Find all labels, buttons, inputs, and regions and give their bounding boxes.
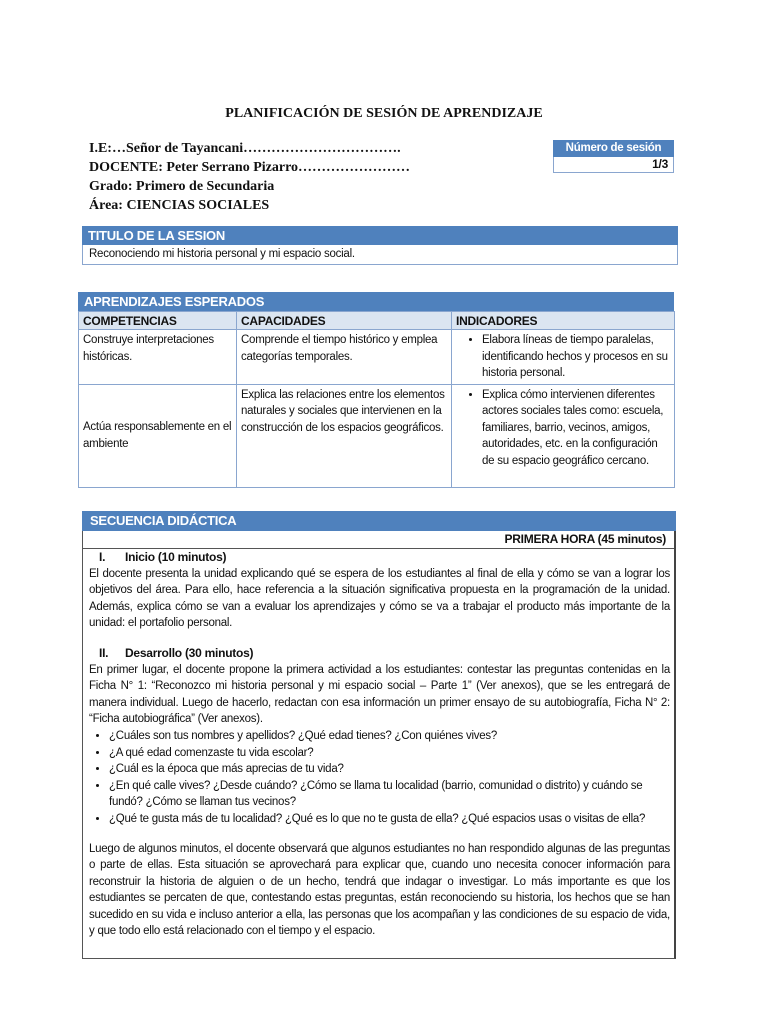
docente-line: DOCENTE: Peter Serrano Pizarro……………………	[89, 160, 411, 175]
expected-learning-section	[78, 292, 674, 488]
desarrollo-title: Desarrollo (30 minutos)	[125, 645, 254, 660]
document-title: PLANIFICACIÓN DE SESIÓN DE APRENDIZAJE	[225, 106, 543, 121]
list-item: • ¿Cuáles son tus nombres y apellidos? ¿Qué edad tienes? ¿Con quiénes vives?	[109, 728, 670, 745]
inicio-title: Inicio (10 minutos)	[125, 550, 227, 564]
list-item: • ¿A qué edad comenzaste tu vida escolar?	[109, 745, 670, 762]
session-title-heading: TITULO DE LA SESION	[82, 226, 678, 245]
session-number-value: 1/3	[553, 157, 674, 173]
grado-line: Grado: Primero de Secundaria	[89, 179, 275, 194]
list-item: • ¿En qué calle vives? ¿Desde cuándo? ¿Cómo se llama tu localidad (barrio, comunidad o distrito) y cuándo se fundó? ¿Cómo se llaman tus vecinos?	[109, 778, 670, 811]
inicio-text: El docente presenta la unidad explicando qué se espera de los estudiantes al final de ella y cómo se van a lograr los objetivos del área. Para ello, hace referencia a la situación significativa propuesta en la programación de la unidad. Además, explica cómo se van a evaluar los aprendizajes y cómo se va a trabajar el producto más importante de la unidad: el portafolio personal.	[89, 567, 670, 630]
didactic-sequence-body	[82, 531, 676, 959]
didactic-sequence-heading: SECUENCIA DIDÁCTICA	[82, 511, 676, 531]
list-item: • ¿Qué te gusta más de tu localidad? ¿Qué es lo que no te gusta de ella? ¿Qué espacios usas o visitas de ella?	[109, 811, 670, 828]
questions-list	[89, 728, 670, 828]
column-header: INDICADORES	[452, 312, 675, 330]
session-title-section	[82, 226, 678, 265]
indicador-item: • Elabora líneas de tiempo paralelas, identificando hechos y procesos en su historia personal.	[482, 332, 670, 382]
capacidad-cell: Comprende el tiempo histórico y emplea categorías temporales.	[237, 330, 452, 385]
ie-line: I.E:…Señor de Tayancani…………………………….	[89, 141, 401, 156]
inicio-heading	[89, 549, 670, 566]
expected-learning-table	[78, 311, 675, 488]
indicador-cell	[452, 330, 675, 385]
sequence-content	[83, 549, 674, 940]
column-header: COMPETENCIAS	[79, 312, 237, 330]
column-header: CAPACIDADES	[237, 312, 452, 330]
competencia-cell: Construye interpretaciones históricas.	[79, 330, 237, 385]
table-row	[79, 330, 675, 385]
header-info	[89, 139, 410, 215]
desarrollo-number: II.	[99, 645, 109, 660]
session-title-text: Reconociendo mi historia personal y mi espacio social.	[82, 245, 678, 265]
area-line: Área: CIENCIAS SOCIALES	[89, 198, 270, 213]
capacidad-cell: Explica las relaciones entre los elementos naturales y sociales que intervienen en la construcción de los espacios geográficos.	[237, 384, 452, 487]
list-item: • ¿Cuál es la época que más aprecias de tu vida?	[109, 761, 670, 778]
session-number-label: Número de sesión	[553, 140, 674, 157]
indicador-item: • Explica cómo intervienen diferentes actores sociales tales como: escuela, familiares, barrio, vecinos, amigos, autoridades, etc. en la configuración de su espacio geográfico cercano.	[482, 387, 670, 470]
session-number-box	[553, 140, 674, 173]
competencia-cell: Actúa responsablemente en el ambiente	[79, 384, 237, 487]
hour-label: PRIMERA HORA (45 minutos)	[83, 531, 674, 549]
desarrollo-heading	[89, 645, 670, 662]
table-row	[79, 384, 675, 487]
table-header-row	[79, 312, 675, 330]
desarrollo-closing-text: Luego de algunos minutos, el docente observará que algunos estudiantes no han respondido algunas de las preguntas o parte de ellas. Esta situación se aprovechará para explicar que, cuando uno necesita conocer información para reconstruir la historia de alguien o de un hecho, tendrá que indagar o investigar. Lo más importante es que los estudiantes se percaten de que, contestando estas preguntas, están reconociendo su historia, los hechos que se han sucedido en su vida e incluso anterior a ella, las personas que los acompañan y las condiciones de su espacio de vida, y que todo ello está relacionado con el tiempo y el espacio.	[89, 842, 670, 938]
didactic-sequence-section	[82, 511, 676, 959]
indicador-cell	[452, 384, 675, 487]
desarrollo-text: En primer lugar, el docente propone la primera actividad a los estudiantes: contestar las preguntas contenidas en la Ficha N° 1: “Reconozco mi historia personal y mi espacio social – Parte 1” (Ver anexos), que se les entregará de manera individual. Luego de hacerlo, redactan con esa información un primer ensayo de su autobiografía, Ficha N° 2: “Ficha autobiográfica” (Ver anexos).	[89, 663, 670, 726]
expected-learning-heading: APRENDIZAJES ESPERADOS	[78, 292, 674, 311]
inicio-number: I.	[99, 550, 106, 564]
